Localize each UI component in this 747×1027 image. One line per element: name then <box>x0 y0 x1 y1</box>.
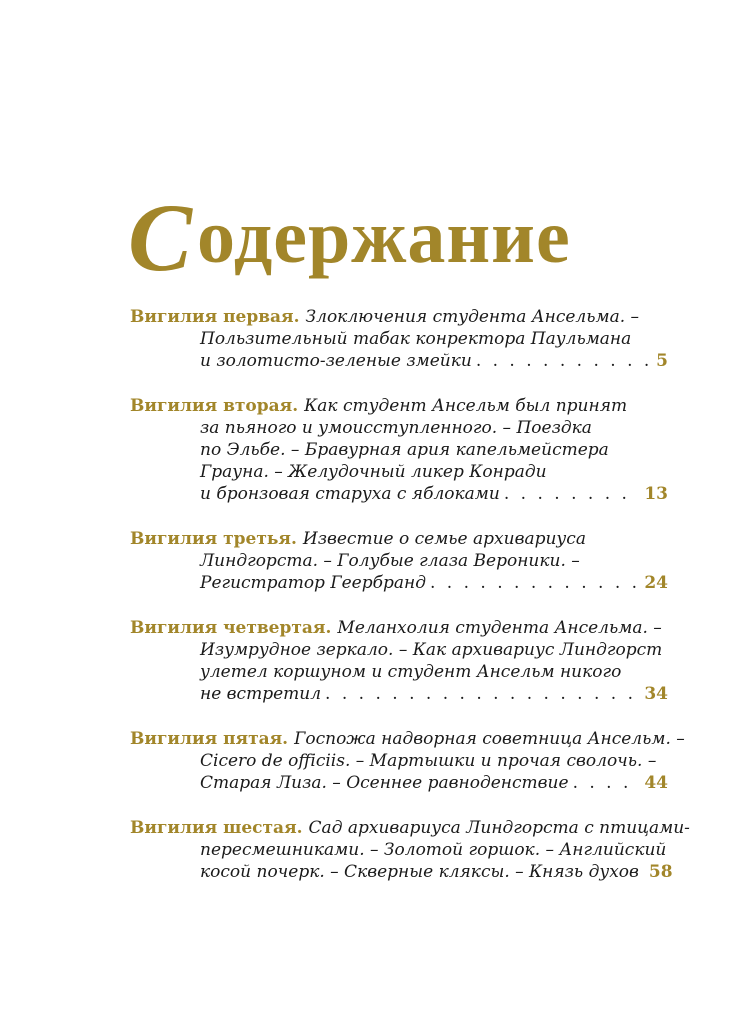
toc-entry-line <box>130 750 668 772</box>
title-initial: С <box>128 184 194 291</box>
toc-entry-line <box>130 306 668 328</box>
toc-chapter-label: Вигилия пятая. <box>130 729 289 749</box>
toc-chapter-description: Cicero de officiis. – Мартышки и прочая сволочь. – <box>200 751 657 771</box>
toc-chapter-description: и золотисто-зеленые змейки <box>200 351 472 371</box>
toc-entry-line <box>130 683 668 705</box>
toc-page-number: 58 <box>648 862 673 882</box>
toc-chapter-description: Известие о семье архивариуса <box>302 529 586 549</box>
toc-chapter-description: Сад архивариуса Линдгорста с птицами- <box>308 818 690 838</box>
toc-entry <box>130 306 668 372</box>
toc-chapter-description: Злоключения студента Ансельма. – <box>305 307 640 327</box>
toc-entry <box>130 617 668 705</box>
toc-chapter-description: Изумрудное зеркало. – Как архивариус Линдгорст <box>200 640 663 660</box>
toc-entry-line <box>130 461 668 483</box>
toc-chapter-description: улетел коршуном и студент Ансельм никого <box>200 662 622 682</box>
toc-leader-dots <box>504 483 638 505</box>
toc-leader-dots <box>573 772 639 794</box>
toc-entry-line <box>130 439 668 461</box>
toc-entry <box>130 395 668 505</box>
toc-leader-dots <box>430 572 638 594</box>
toc-leader-dots <box>476 350 650 372</box>
toc-entry-line <box>130 661 668 683</box>
table-of-contents <box>130 306 690 906</box>
toc-entry-line <box>130 350 668 372</box>
toc-chapter-label: Вигилия четвертая. <box>130 618 332 638</box>
page-title <box>128 184 571 291</box>
toc-leader-dots <box>325 683 638 705</box>
toc-page-number: 5 <box>656 351 668 371</box>
toc-entry-line <box>130 817 690 839</box>
toc-chapter-description: Регистратор Геербранд <box>200 573 426 593</box>
toc-chapter-label: Вигилия первая. <box>130 307 300 327</box>
toc-entry-line <box>130 417 668 439</box>
toc-entry-line <box>130 728 685 750</box>
toc-entry <box>130 728 685 794</box>
toc-page-number: 34 <box>644 684 668 704</box>
toc-page-number: 13 <box>644 484 668 504</box>
toc-entry-line <box>130 328 668 350</box>
toc-entry <box>130 817 690 883</box>
toc-chapter-description: за пьяного и умоисступленного. – Поездка <box>200 418 592 438</box>
title-rest: одержание <box>197 195 571 279</box>
toc-chapter-description: по Эльбе. – Бравурная ария капельмейстера <box>200 440 609 460</box>
toc-entry-line <box>130 528 668 550</box>
toc-chapter-description: Старая Лиза. – Осеннее равноденствие <box>200 773 569 793</box>
toc-chapter-label: Вигилия третья. <box>130 529 297 549</box>
toc-page-number: 24 <box>644 573 668 593</box>
toc-chapter-label: Вигилия вторая. <box>130 396 299 416</box>
toc-entry-line <box>130 483 668 505</box>
toc-chapter-description: Меланхолия студента Ансельма. – <box>337 618 662 638</box>
toc-chapter-description: Как студент Ансельм был принят <box>304 396 628 416</box>
toc-chapter-description: Пользительный табак конректора Паульмана <box>200 329 632 349</box>
toc-entry-line <box>130 572 668 594</box>
toc-entry-line <box>130 839 668 861</box>
toc-page-number: 44 <box>644 773 668 793</box>
toc-chapter-description: косой почерк. – Скверные кляксы. – Князь духов <box>200 862 639 882</box>
toc-entry-line <box>130 772 668 794</box>
toc-chapter-description: Госпожа надворная советница Ансельм. – <box>294 729 685 749</box>
toc-entry-line <box>130 861 673 883</box>
toc-entry-line <box>130 617 668 639</box>
toc-chapter-description: пересмешниками. – Золотой горшок. – Английский <box>200 840 667 860</box>
toc-entry-line <box>130 639 668 661</box>
toc-chapter-label: Вигилия шестая. <box>130 818 303 838</box>
toc-chapter-description: Линдгорста. – Голубые глаза Вероники. – <box>200 551 580 571</box>
toc-entry <box>130 528 668 594</box>
toc-chapter-description: не встретил <box>200 684 322 704</box>
toc-chapter-description: Грауна. – Желудочный ликер Конради <box>200 462 547 482</box>
toc-entry-line <box>130 550 668 572</box>
toc-entry-line <box>130 395 668 417</box>
toc-chapter-description: и бронзовая старуха с яблоками <box>200 484 500 504</box>
